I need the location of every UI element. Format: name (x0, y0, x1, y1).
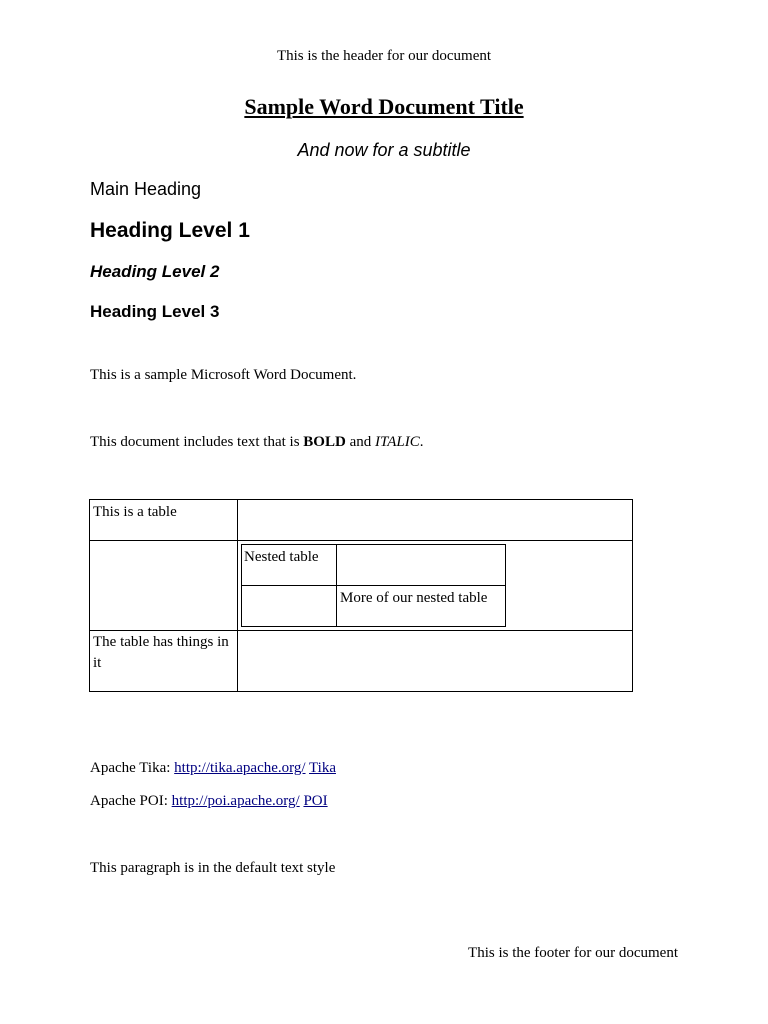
document-title: Sample Word Document Title (244, 94, 524, 119)
table-row-divider-2 (90, 630, 632, 631)
default-style-paragraph: This paragraph is in the default text style (90, 860, 336, 876)
bold-text: BOLD (303, 434, 346, 450)
tika-text-link[interactable]: Tika (309, 760, 336, 776)
tika-label: Apache Tika: (90, 760, 175, 776)
sample-paragraph: This is a sample Microsoft Word Document. (90, 367, 357, 383)
nested-cell-r2c2: More of our nested table (340, 590, 488, 606)
heading-level-1: Heading Level 1 (90, 219, 250, 242)
formatting-suffix: . (419, 434, 424, 450)
poi-text-link[interactable]: POI (303, 793, 328, 809)
italic-text: ITALIC (374, 434, 420, 450)
document-header: This is the header for our document (276, 48, 492, 64)
heading-level-2: Heading Level 2 (90, 262, 220, 281)
formatting-paragraph (90, 432, 423, 452)
heading-level-3: Heading Level 3 (90, 302, 220, 321)
main-heading: Main Heading (90, 179, 202, 199)
poi-paragraph (90, 791, 328, 811)
poi-url-link[interactable]: http://poi.apache.org/ (171, 793, 300, 809)
poi-label: Apache POI: (90, 793, 172, 809)
nested-cell-r1c1: Nested table (244, 549, 319, 565)
table-cell-r1c1: This is a table (93, 504, 177, 520)
table-row-divider-1 (90, 540, 632, 541)
table-column-divider (237, 500, 238, 691)
nested-row-divider (242, 585, 505, 586)
document-footer: This is the footer for our document (468, 945, 678, 961)
table-cell-r3c1: The table has things in it (93, 634, 229, 671)
formatting-prefix: This document includes text that is (90, 434, 304, 450)
formatting-mid: and (345, 434, 375, 450)
tika-paragraph (90, 758, 336, 778)
document-subtitle: And now for a subtitle (297, 140, 471, 160)
tika-url-link[interactable]: http://tika.apache.org/ (174, 760, 306, 776)
